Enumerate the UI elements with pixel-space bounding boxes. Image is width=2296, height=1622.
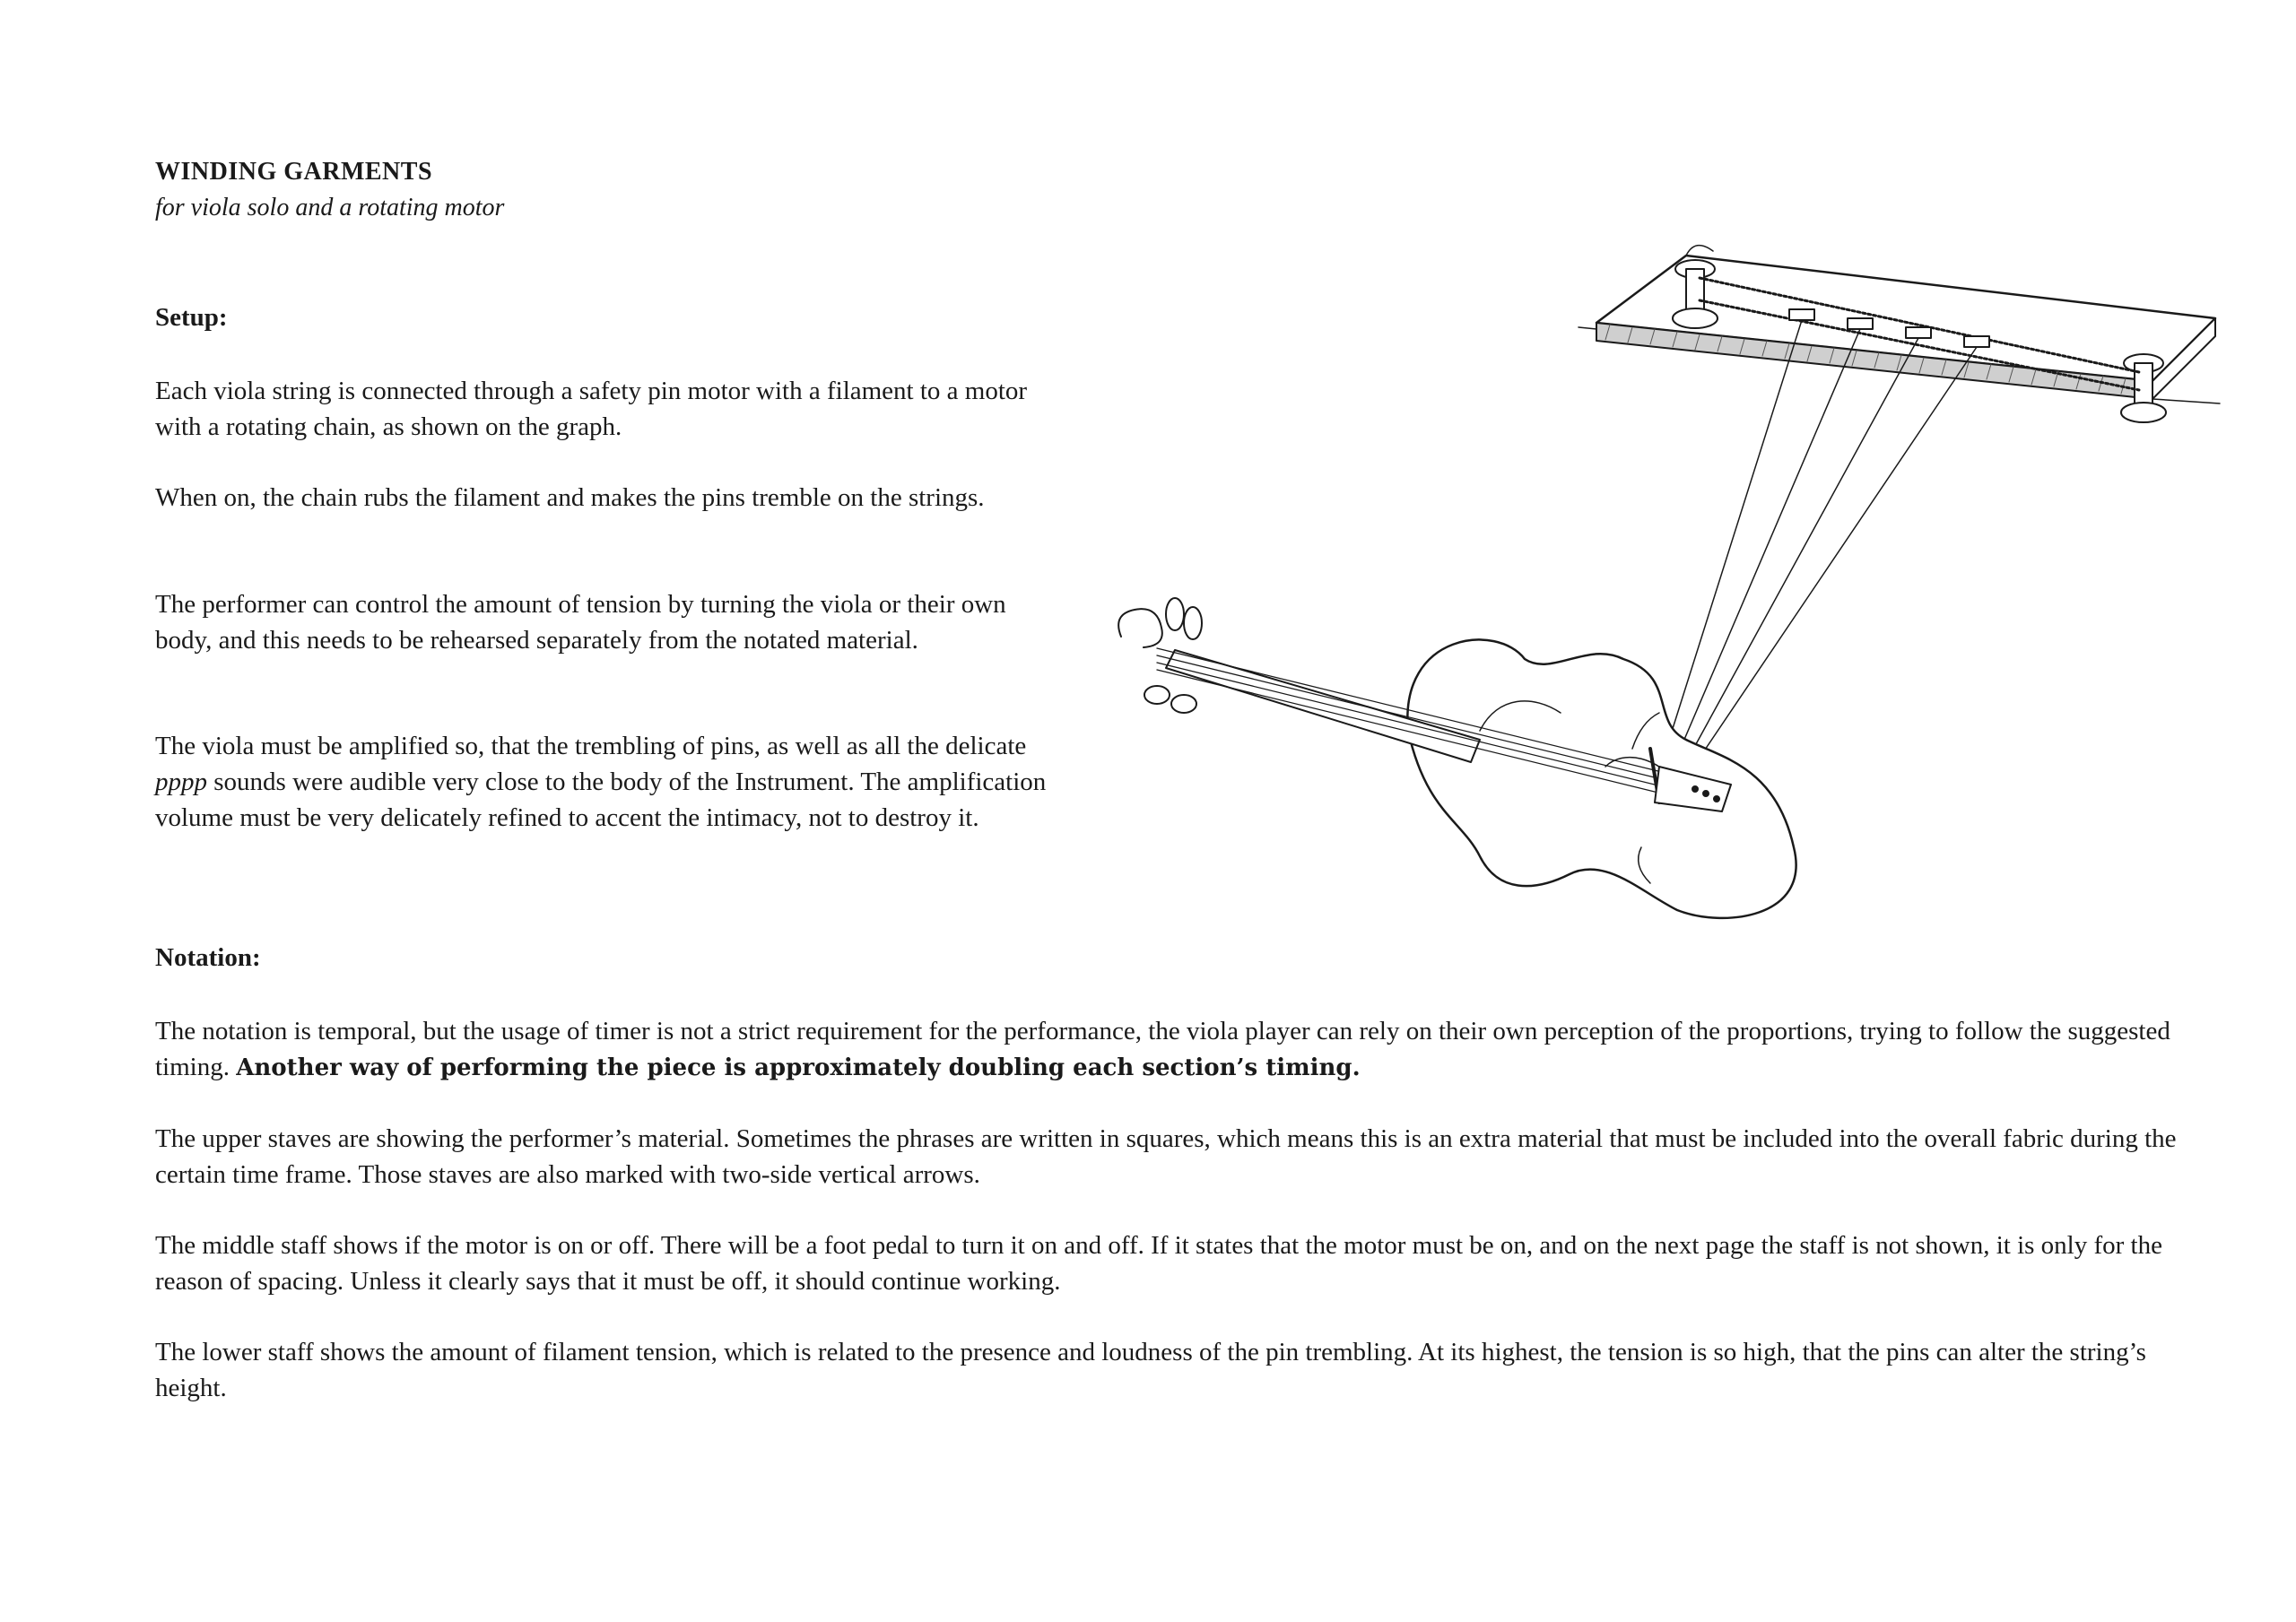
- viola-motor-drawing-icon: [1103, 229, 2242, 955]
- notation-paragraph-3: The middle staff shows if the motor is on or off. There will be a foot pedal to turn it on and off. If it states that the motor must be on, and on the next page the staff is not shown, it is only for the reason of spacing. Unless it clearly says that it must be off, it should continue working.: [155, 1231, 2162, 1296]
- notation-paragraph-4: The lower staff shows the amount of filament tension, which is related to the presence and loudness of the pin trembling. At its highest, the tension is so high, that the pins can alter the string’s height.: [155, 1338, 2146, 1402]
- setup-heading: Setup:: [155, 303, 228, 332]
- setup-paragraph-4: [155, 728, 1061, 836]
- notation-heading: Notation:: [155, 943, 261, 972]
- viola: [1118, 598, 1796, 918]
- notation-emphasis: Another way of performing the piece is approximately doubling each section’s timing.: [236, 1054, 1361, 1081]
- notation-paragraph-1-text: The notation is temporal, but the usage of timer is not a strict requirement for the performance, the viola player can rely on their own perception of the proportions, trying to follow the suggested timing.: [155, 1017, 2170, 1081]
- setup-paragraph-4-text-b: sounds were audible very close to the body of the Instrument. The amplification volume must be very delicately refined to accent the intimacy, not to destroy it.: [155, 768, 1047, 832]
- filaments: [1659, 320, 1977, 771]
- setup-paragraph-4-text-a: The viola must be amplified so, that the trembling of pins, as well as all the delicate: [155, 732, 1027, 760]
- notation-paragraph-2: The upper staves are showing the performer’s material. Sometimes the phrases are written in squares, which means this is an extra material that must be included into the overall fabric during the certain time frame. Those staves are also marked with two-side vertical arrows.: [155, 1124, 2177, 1189]
- setup-paragraph-2: When on, the chain rubs the filament and makes the pins tremble on the strings.: [155, 483, 985, 512]
- dynamic-marking: pppp: [155, 768, 207, 796]
- notation-paragraph-1: [155, 1013, 2218, 1086]
- page-title: WINDING GARMENTS: [155, 158, 433, 186]
- motor-board: [1578, 246, 2220, 422]
- setup-paragraph-1: Each viola string is connected through a safety pin motor with a filament to a motor with a rotating chain, as shown on the graph.: [155, 377, 1028, 441]
- page-subtitle: for viola solo and a rotating motor: [155, 194, 505, 221]
- setup-paragraph-3: The performer can control the amount of tension by turning the viola or their own body, and this needs to be rehearsed separately from the notated material.: [155, 590, 1006, 655]
